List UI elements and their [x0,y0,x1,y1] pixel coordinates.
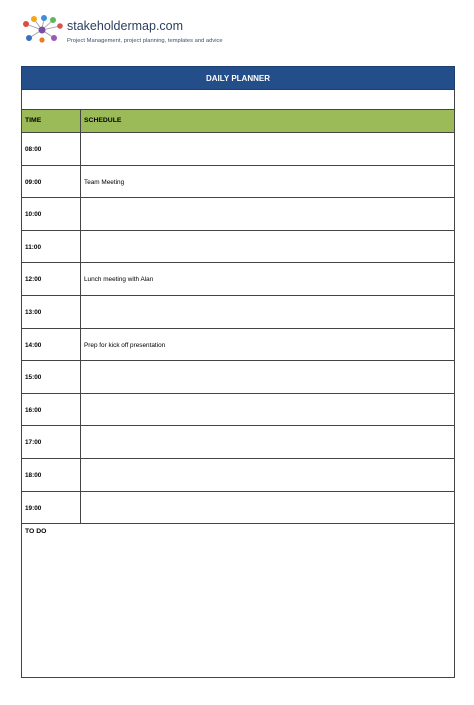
time-cell: 09:00 [22,166,81,198]
schedule-cell[interactable] [81,361,454,393]
time-column-header: TIME [22,110,81,132]
schedule-column-header: SCHEDULE [84,117,122,124]
time-cell: 19:00 [22,492,81,524]
time-cell: 13:00 [22,296,81,328]
title-spacer [21,90,455,109]
schedule-table [21,109,455,678]
site-header [20,14,320,48]
table-row [22,394,454,427]
table-row [22,459,454,492]
time-cell: 15:00 [22,361,81,393]
schedule-cell[interactable] [81,426,454,458]
schedule-cell[interactable] [81,492,454,524]
schedule-cell[interactable] [81,394,454,426]
schedule-cell[interactable]: Team Meeting [84,178,125,186]
daily-planner [21,66,455,678]
schedule-cell[interactable]: Prep for kick off presentation [84,341,166,349]
table-row [22,361,454,394]
time-cell: 11:00 [22,231,81,263]
time-cell: 08:00 [22,133,81,165]
time-cell: 12:00 [22,263,81,295]
time-cell: 17:00 [22,426,81,458]
time-cell: 14:00 [22,329,81,361]
schedule-cell[interactable] [81,231,454,263]
stakeholder-network-logo-icon [20,14,64,44]
todo-section[interactable] [22,524,454,677]
brand-name[interactable]: stakeholdermap.com [67,19,184,33]
table-row [22,263,454,296]
planner-title: DAILY PLANNER [21,66,455,90]
site-tagline: Project Management, project planning, templates and advice [67,38,223,44]
time-cell: 16:00 [22,394,81,426]
table-row [22,329,454,362]
schedule-cell[interactable]: Lunch meeting with Alan [84,276,154,284]
table-row [22,231,454,264]
time-cell: 10:00 [22,198,81,230]
table-row [22,426,454,459]
schedule-cell[interactable] [81,133,454,165]
table-header-row [22,110,454,133]
table-row [22,296,454,329]
schedule-cell[interactable] [81,296,454,328]
table-row [22,166,454,199]
table-row [22,133,454,166]
table-row [22,492,454,525]
schedule-cell[interactable] [81,198,454,230]
schedule-cell[interactable] [81,459,454,491]
table-row [22,198,454,231]
todo-label: TO DO [25,528,47,536]
time-cell: 18:00 [22,459,81,491]
